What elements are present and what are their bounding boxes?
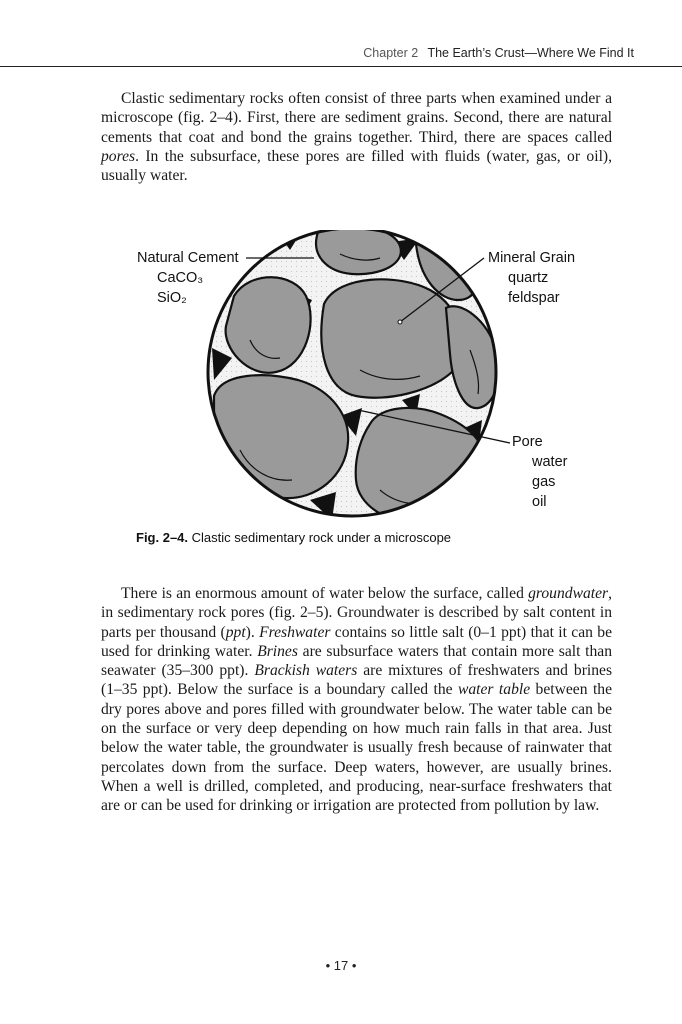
figure-caption [136, 530, 451, 545]
text-run: . In the subsurface, these pores are filled with fluids (water, gas, or oil), usually water. [101, 147, 612, 185]
grain-title: Mineral Grain [488, 250, 576, 266]
cement-title: Natural Cement [137, 250, 239, 266]
caption-label: Fig. 2–4. [136, 530, 189, 545]
grain-item: quartz [508, 270, 549, 286]
paragraph-1 [101, 89, 612, 185]
cement-item: CaCO₃ [157, 270, 204, 286]
running-head [363, 46, 634, 60]
pore-title: Pore [512, 434, 543, 450]
text-run: are mixtures of freshwaters and brines (1–35 ppt). Below the surface is a boundary called the [101, 662, 613, 699]
label-pore [512, 432, 567, 512]
term-freshwater: Freshwater [259, 623, 331, 641]
text-run: Clastic sedimentary rocks often consist of three parts when examined under a microscope (fig. 2–4). First, there are sediment grains. Second, there are natural cements that coat and bond the grains together. Third, there are spaces called [101, 90, 612, 146]
text-run: ). [245, 623, 260, 641]
term-water-table: water table [457, 681, 531, 699]
text-run: between the dry pores above and pores filled with groundwater below. The water table can be on the surface or very deep depending on how much rain falls in that area. Just below the water table, the groundwater is usually fresh because of rainwater that percolates down from the surface. Deep waters, however, are usually brines. When a well is drilled, completed, and producing, near-surface freshwaters that are or can be used for drinking or irrigation are protected from pollution by law. [101, 681, 612, 815]
chapter-label: Chapter 2 [363, 46, 419, 60]
term-pores: pores [101, 147, 136, 165]
text-run: are subsurface waters that contain more salt than seawater (35–300 ppt). [101, 642, 612, 680]
page-number: • 17 • [325, 958, 357, 973]
grain-item: feldspar [508, 290, 560, 306]
pore-item: oil [532, 494, 547, 510]
paragraph-2 [101, 584, 612, 816]
term-brines: Brines [257, 642, 298, 660]
cement-item: SiO₂ [157, 290, 187, 306]
text-run: contains so little salt (0–1 ppt) that it can be used for drinking water. [101, 623, 612, 660]
term-brackish-waters: Brackish waters [254, 662, 358, 680]
text-run: There is an enormous amount of water below the surface, called [121, 585, 529, 602]
text-run: , in sedimentary rock pores (fig. 2–5). Groundwater is described by salt content in parts per thousand ( [101, 585, 612, 641]
label-natural-cement [137, 248, 239, 308]
term-groundwater: groundwater [528, 585, 609, 602]
microscope-illustration [0, 230, 682, 530]
term-ppt: ppt [225, 623, 246, 641]
caption-text: Clastic sedimentary rock under a microscope [191, 530, 452, 545]
chapter-title: The Earth’s Crust—Where We Find It [427, 46, 634, 60]
label-mineral-grain [488, 248, 575, 308]
pore-item: water [532, 454, 568, 470]
figure-2-4 [0, 230, 682, 530]
header-rule [0, 66, 682, 67]
pore-item: gas [532, 474, 556, 490]
